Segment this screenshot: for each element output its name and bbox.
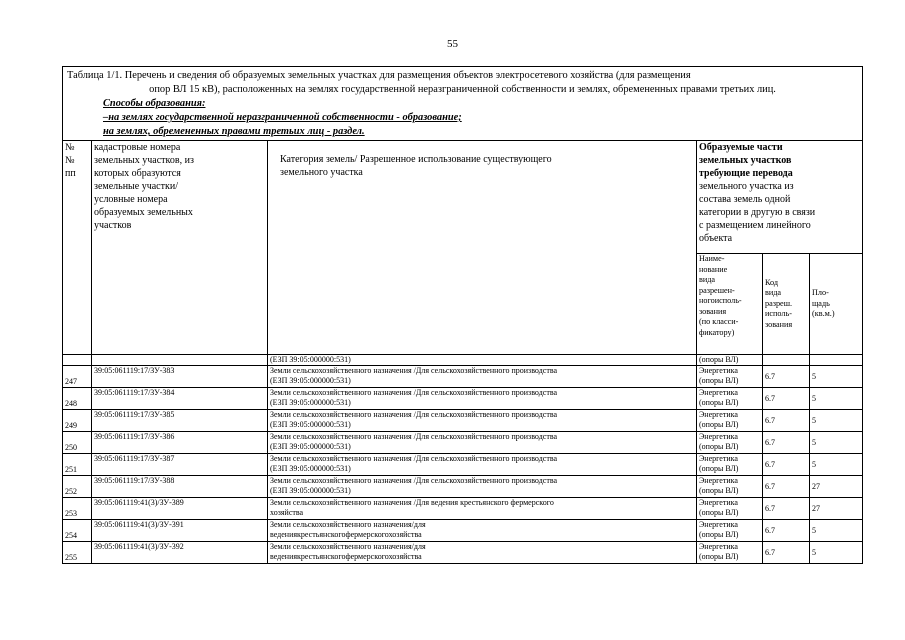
table-row [63, 432, 863, 454]
table-row [63, 388, 863, 410]
row-num: 251 [63, 454, 92, 476]
cont-area [810, 355, 863, 366]
row-usage-name: Энергетика (опоры ВЛ) [697, 476, 763, 498]
row-usage-name: Энергетика (опоры ВЛ) [697, 498, 763, 520]
row-usage-code: 6.7 [763, 498, 810, 520]
subheader-code: Код вида разреш. исполь- зования [763, 254, 810, 355]
row-cadastral: 39:05:061119:17/ЗУ-388 [92, 476, 268, 498]
row-area: 27 [810, 498, 863, 520]
row-usage-code: 6.7 [763, 542, 810, 564]
header-cadastral: кадастровые номера земельных участков, из которых образуются земельные участки/ условные номера образуемых земельных участков [92, 141, 268, 355]
row-cadastral: 39:05:061119:41(3)/ЗУ-392 [92, 542, 268, 564]
table-header-row [63, 141, 863, 254]
header-num: № № пп [63, 141, 92, 355]
row-usage-code: 6.7 [763, 366, 810, 388]
row-area: 5 [810, 542, 863, 564]
row-category: Земли сельскохозяйственного назначения /Для сельскохозяйственного производства (ЕЗП 39:05:000000:531) [268, 366, 697, 388]
row-area: 5 [810, 520, 863, 542]
row-category: Земли сельскохозяйственного назначения /Для сельскохозяйственного производства (ЕЗП 39:05:000000:531) [268, 476, 697, 498]
row-category: Земли сельскохозяйственного назначения /Для сельскохозяйственного производства (ЕЗП 39:05:000000:531) [268, 454, 697, 476]
subheader-name: Наиме- нование вида разрешен- ногоисполь- зования (по класси- фикатору) [697, 254, 763, 355]
row-num: 248 [63, 388, 92, 410]
row-category: Земли сельскохозяйственного назначения /Для сельскохозяйственного производства (ЕЗП 39:05:000000:531) [268, 410, 697, 432]
table-row [63, 542, 863, 564]
header-parts-rest: земельного участка из состава земель одной категории в другую в связи с размещением линейного объекта [699, 181, 816, 244]
methods-title: Способы образования: [103, 98, 206, 109]
row-category: Земли сельскохозяйственного назначения/для ведениякрестьянскогофермерскогохозяйства [268, 542, 697, 564]
table-row [63, 498, 863, 520]
row-usage-code: 6.7 [763, 520, 810, 542]
table-row [63, 454, 863, 476]
row-area: 5 [810, 410, 863, 432]
row-area: 27 [810, 476, 863, 498]
row-num: 247 [63, 366, 92, 388]
row-usage-name: Энергетика (опоры ВЛ) [697, 366, 763, 388]
row-category: Земли сельскохозяйственного назначения /Для ведения крестьянского фермерского хозяйства [268, 498, 697, 520]
row-usage-name: Энергетика (опоры ВЛ) [697, 454, 763, 476]
method-division: на землях, обремененных правами третьих лиц - раздел. [103, 126, 365, 137]
caption-line-2: опор ВЛ 15 кВ), расположенных на землях государственной неразграниченной собственности и землях, обремененных правами третьих лиц. [149, 84, 776, 95]
row-usage-code: 6.7 [763, 476, 810, 498]
header-parts-bold: Образуемые части земельных участков требующие перевода [699, 142, 793, 179]
row-area: 5 [810, 432, 863, 454]
table-row [63, 410, 863, 432]
cont-num [63, 355, 92, 366]
row-usage-code: 6.7 [763, 454, 810, 476]
row-num: 249 [63, 410, 92, 432]
row-usage-code: 6.7 [763, 388, 810, 410]
subheader-area: Пло- щадь (кв.м.) [810, 254, 863, 355]
header-parts [697, 141, 863, 254]
row-cadastral: 39:05:061119:17/ЗУ-384 [92, 388, 268, 410]
table-row [63, 366, 863, 388]
row-usage-name: Энергетика (опоры ВЛ) [697, 542, 763, 564]
table-caption-row [63, 67, 863, 141]
row-area: 5 [810, 366, 863, 388]
table-row [63, 520, 863, 542]
row-usage-code: 6.7 [763, 410, 810, 432]
row-cadastral: 39:05:061119:17/ЗУ-386 [92, 432, 268, 454]
row-cadastral: 39:05:061119:17/ЗУ-385 [92, 410, 268, 432]
cont-cadastral [92, 355, 268, 366]
row-usage-name: Энергетика (опоры ВЛ) [697, 432, 763, 454]
land-plots-table [62, 66, 863, 564]
header-category: Категория земель/ Разрешенное использование существующего земельного участка [268, 141, 697, 355]
method-formation: –на землях государственной неразграниченной собственности - образование; [103, 112, 462, 123]
page-number: 55 [447, 38, 458, 50]
row-usage-code: 6.7 [763, 432, 810, 454]
row-num: 250 [63, 432, 92, 454]
row-cadastral: 39:05:061119:17/ЗУ-383 [92, 366, 268, 388]
row-usage-name: Энергетика (опоры ВЛ) [697, 388, 763, 410]
row-num: 253 [63, 498, 92, 520]
row-area: 5 [810, 388, 863, 410]
caption-line-1: Таблица 1/1. Перечень и сведения об образуемых земельных участках для размещения объектов электросетевого хозяйства (для размещения [67, 70, 691, 81]
row-num: 254 [63, 520, 92, 542]
row-cadastral: 39:05:061119:41(3)/ЗУ-391 [92, 520, 268, 542]
continuation-row [63, 355, 863, 366]
table-row [63, 476, 863, 498]
row-num: 252 [63, 476, 92, 498]
row-usage-name: Энергетика (опоры ВЛ) [697, 410, 763, 432]
cont-name: (опоры ВЛ) [697, 355, 763, 366]
row-category: Земли сельскохозяйственного назначения /Для сельскохозяйственного производства (ЕЗП 39:05:000000:531) [268, 432, 697, 454]
table-caption [63, 67, 863, 141]
cont-category: (ЕЗП 39:05:000000:531) [268, 355, 697, 366]
row-cadastral: 39:05:061119:17/ЗУ-387 [92, 454, 268, 476]
row-area: 5 [810, 454, 863, 476]
row-num: 255 [63, 542, 92, 564]
row-category: Земли сельскохозяйственного назначения/для ведениякрестьянскогофермерскогохозяйства [268, 520, 697, 542]
row-cadastral: 39:05:061119:41(3)/ЗУ-389 [92, 498, 268, 520]
row-usage-name: Энергетика (опоры ВЛ) [697, 520, 763, 542]
cont-code [763, 355, 810, 366]
row-category: Земли сельскохозяйственного назначения /Для сельскохозяйственного производства (ЕЗП 39:05:000000:531) [268, 388, 697, 410]
